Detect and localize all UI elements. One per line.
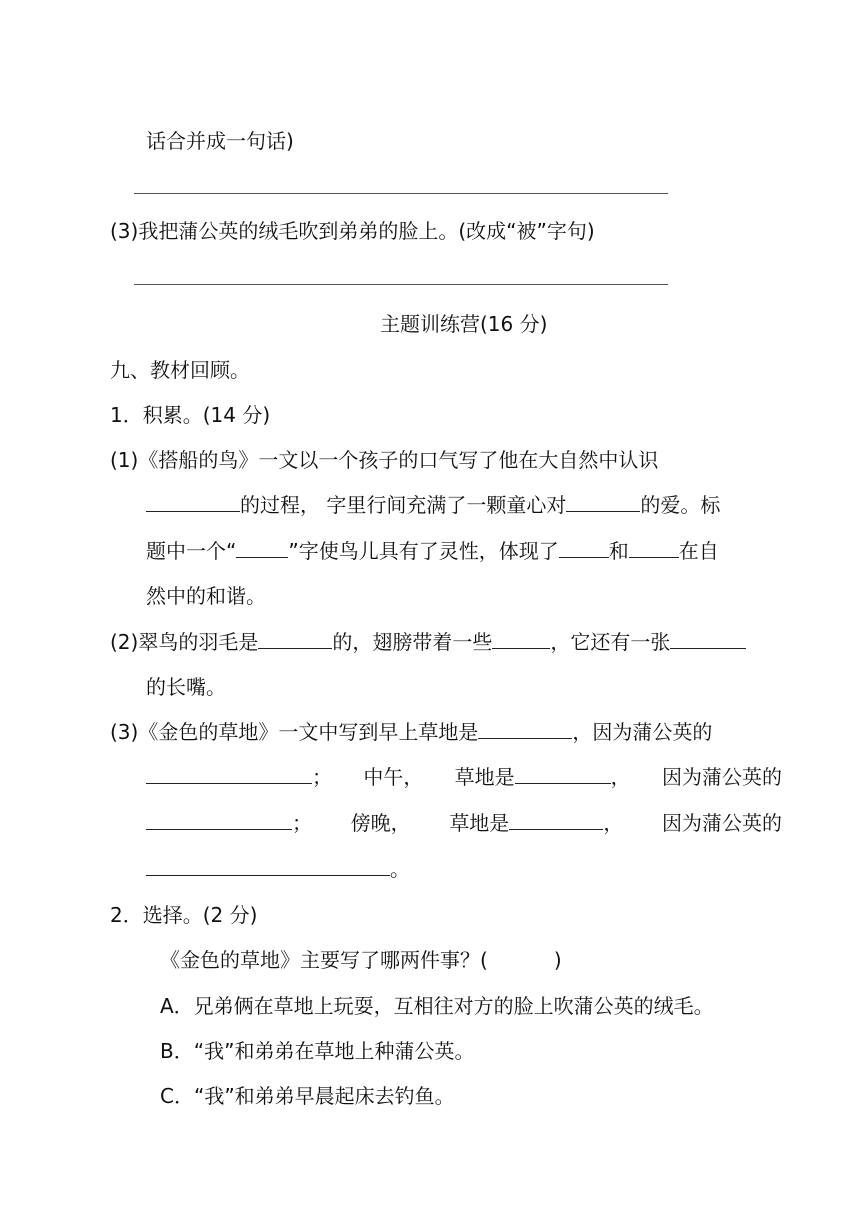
fill-blank[interactable]: [146, 809, 292, 830]
q1-1-line1: (1)《搭船的鸟》一文以一个孩子的口气写了他在大自然中认识: [110, 448, 659, 472]
text-fragment: ): [553, 948, 562, 972]
text-fragment: 字里行间充满了一颗童心对: [326, 493, 567, 517]
text-fragment: ，: [610, 765, 631, 789]
text-fragment: (2)翠鸟的羽毛是: [110, 630, 259, 654]
answer-line[interactable]: [134, 284, 668, 285]
prev-question-3: (3)我把蒲公英的绒毛吹到弟弟的脸上。(改成“被”字句): [110, 219, 595, 243]
text-fragment: 因为蒲公英的: [661, 765, 782, 789]
fill-blank[interactable]: [559, 537, 609, 558]
fill-blank[interactable]: [566, 491, 640, 512]
text-fragment: ”字使鸟儿具有了灵性，体现了: [288, 539, 559, 563]
text-fragment: 的过程，: [240, 493, 320, 517]
text-fragment: 题中一个“: [146, 539, 237, 563]
q1-2-line2: 的长嘴。: [146, 675, 226, 699]
fill-blank[interactable]: [258, 628, 332, 649]
text-fragment: 草地是: [454, 765, 515, 789]
q1-3-line4: [146, 855, 410, 883]
section-title: 主题训练营(16 分): [380, 312, 548, 336]
q1-1-line2: [146, 491, 720, 519]
part-heading: 九、教材回顾。: [110, 358, 250, 382]
fill-blank[interactable]: [515, 763, 611, 784]
text-fragment: 《金色的草地》主要写了哪两件事？(: [160, 948, 488, 972]
text-fragment: ；: [312, 765, 332, 789]
question-2-heading: 2．选择。(2 分): [110, 903, 258, 927]
text-fragment: 草地是: [449, 811, 510, 835]
q1-3-line3: [146, 809, 782, 837]
text-fragment: 的，翅膀带着一些: [332, 630, 493, 654]
q1-1-line3: [146, 537, 719, 565]
text-fragment: 傍晚，: [350, 811, 411, 835]
fill-blank[interactable]: [146, 763, 312, 784]
text-fragment: 因为蒲公英的: [661, 811, 782, 835]
q1-2-line1: [110, 628, 746, 656]
fill-blank[interactable]: [492, 628, 550, 649]
q1-3-line1: [110, 718, 712, 746]
text-fragment: 的爱。标: [640, 493, 721, 517]
fill-blank[interactable]: [146, 855, 390, 876]
question-1-heading: 1．积累。(14 分): [110, 403, 271, 427]
q1-1-line4: 然中的和谐。: [146, 584, 266, 608]
text-fragment: (3)《金色的草地》一文中写到早上草地是: [110, 720, 479, 744]
text-fragment: 。: [390, 857, 410, 881]
text-fragment: ，: [603, 811, 624, 835]
fill-blank[interactable]: [629, 537, 679, 558]
fill-blank[interactable]: [670, 628, 746, 649]
answer-line[interactable]: [134, 193, 668, 194]
question-2-prompt: [160, 946, 562, 974]
prev-question-tail: 话合并成一句话): [146, 129, 294, 153]
text-fragment: ，它还有一张: [550, 630, 671, 654]
text-fragment: 和: [608, 539, 629, 563]
fill-blank[interactable]: [509, 809, 603, 830]
fill-blank[interactable]: [478, 718, 572, 739]
text-fragment: ，因为蒲公英的: [572, 720, 713, 744]
q1-3-line2: [146, 763, 782, 791]
option-c[interactable]: C．“我”和弟弟早晨起床去钓鱼。: [160, 1084, 455, 1108]
fill-blank[interactable]: [236, 537, 288, 558]
text-fragment: ；: [292, 811, 312, 835]
option-a[interactable]: A．兄弟俩在草地上玩耍，互相往对方的脸上吹蒲公英的绒毛。: [160, 994, 714, 1018]
fill-blank[interactable]: [146, 491, 240, 512]
option-b[interactable]: B．“我”和弟弟在草地上种蒲公英。: [160, 1039, 475, 1063]
text-fragment: 在自: [678, 539, 719, 563]
text-fragment: 中午，: [363, 765, 424, 789]
